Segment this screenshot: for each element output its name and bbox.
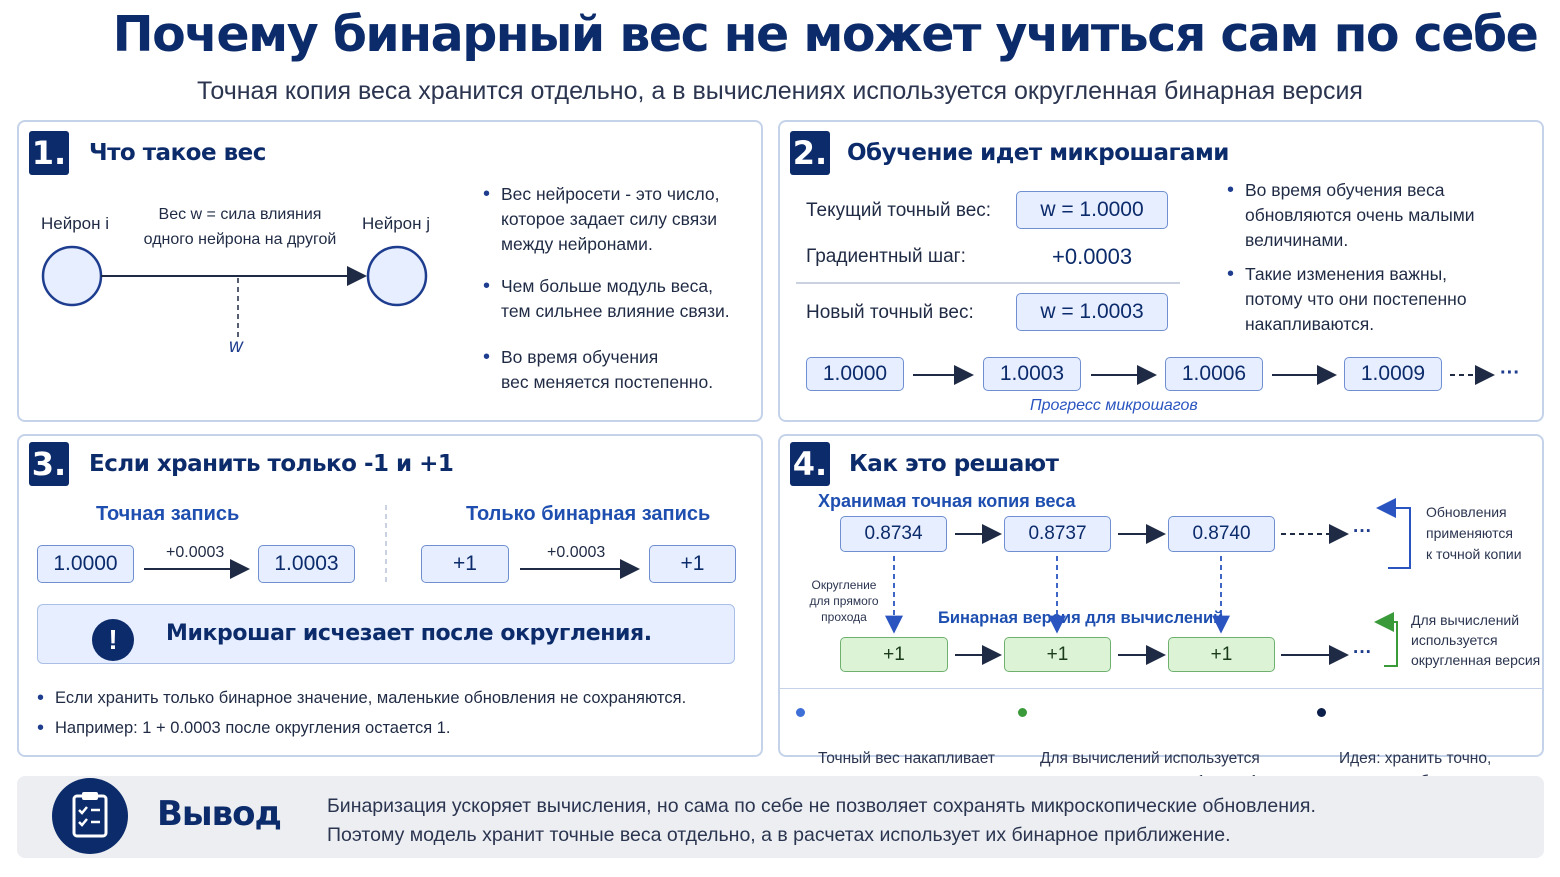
conclusion-title: Вывод bbox=[157, 794, 281, 834]
conclusion-line-2: Поэтому модель хранит точные веса отдельно, а в расчетах использует их бинарное приближение. bbox=[327, 824, 1231, 846]
p1-bullet-1: • Вес нейросети - это число, которое задает силу связи между нейронами. bbox=[483, 182, 720, 257]
new-weight-value: w = 1.0003 bbox=[1016, 293, 1168, 331]
exclamation-icon: ! bbox=[92, 619, 134, 661]
stored-ellipsis: ··· bbox=[1353, 521, 1372, 542]
binary-to-box: +1 bbox=[649, 545, 736, 583]
p2-bullet-2: • Такие изменения важны, потому что они постепенно накапливаются. bbox=[1227, 262, 1467, 337]
binary-step-label: +0.0003 bbox=[547, 544, 606, 561]
legend-text-rounded: Для вычислений используется bbox=[1040, 750, 1260, 767]
rounding-note: Округление для прямого прохода bbox=[809, 578, 879, 624]
side-note-updates: Обновления применяются к точной копии bbox=[1426, 504, 1522, 562]
exact-to-box: 1.0003 bbox=[258, 545, 355, 583]
side-note-compute: Для вычислений используется округленная версия bbox=[1411, 612, 1541, 668]
conclusion-line-1: Бинаризация ускоряет вычисления, но сама по себе не позволяет сохранять микроскопические обновления. bbox=[327, 795, 1316, 817]
binary-from-box: +1 bbox=[421, 545, 509, 583]
p2-bullet-1: • Во время обучения веса обновляются очень малыми величинами. bbox=[1227, 178, 1475, 253]
panel-title-4: Как это решают bbox=[849, 451, 1059, 477]
weight-symbol: w bbox=[229, 336, 243, 357]
exact-from-box: 1.0000 bbox=[37, 545, 134, 583]
p3-bullet-1: • Если хранить только бинарное значение, маленькие обновления не сохраняются. bbox=[37, 686, 686, 711]
binary-value-1: +1 bbox=[840, 637, 948, 672]
binary-value-3: +1 bbox=[1168, 637, 1275, 672]
page-subtitle: Точная копия веса хранится отдельно, а в вычислениях используется округленная бинарная версия bbox=[197, 77, 1363, 105]
binary-record-heading: Только бинарная запись bbox=[466, 503, 711, 525]
edge-label-line1: Вес w = сила влияния bbox=[158, 206, 322, 223]
progress-step-3: 1.0006 bbox=[1165, 357, 1263, 391]
progress-step-4: 1.0009 bbox=[1344, 357, 1442, 391]
stored-value-2: 0.8737 bbox=[1004, 516, 1111, 552]
dark-dot-icon bbox=[1317, 708, 1326, 717]
warning-banner bbox=[37, 604, 735, 664]
p3-bullet-2: • Например: 1 + 0.0003 после округления остается 1. bbox=[37, 716, 451, 741]
edge-label-line2: одного нейрона на другой bbox=[143, 231, 337, 248]
gradient-step-value: +0.0003 bbox=[1052, 244, 1133, 269]
panel-number-2: 2. bbox=[790, 131, 830, 175]
neuron-j-label: Нейрон j bbox=[362, 214, 431, 233]
new-weight-label: Новый точный вес: bbox=[806, 302, 974, 323]
legend-text-idea: Идея: хранить точно, bbox=[1339, 750, 1492, 767]
panel-number-1: 1. bbox=[29, 131, 69, 175]
panel-title-3: Если хранить только -1 и +1 bbox=[89, 451, 454, 477]
p1-bullet-3: • Во время обучения вес меняется постепенно. bbox=[483, 345, 713, 395]
neuron-i-label: Нейрон i bbox=[41, 214, 110, 233]
legend-divider bbox=[780, 688, 1542, 689]
binary-version-label: Бинарная версия для вычислений bbox=[938, 609, 1224, 627]
conclusion-text bbox=[327, 792, 1316, 850]
panel-title-2: Обучение идет микрошагами bbox=[847, 140, 1229, 166]
legend-text-exact: Точный вес накапливает bbox=[818, 750, 995, 767]
binary-value-2: +1 bbox=[1004, 637, 1111, 672]
gradient-step-label: Градиентный шаг: bbox=[806, 246, 966, 267]
clipboard-check-icon bbox=[52, 778, 128, 854]
stored-value-3: 0.8740 bbox=[1168, 516, 1275, 552]
panel-number-3: 3. bbox=[29, 442, 69, 486]
conclusion-bar bbox=[17, 776, 1544, 858]
current-weight-label: Текущий точный вес: bbox=[806, 200, 992, 221]
stored-copy-label: Хранимая точная копия веса bbox=[818, 491, 1076, 511]
page-title: Почему бинарный вес не может учиться сам по себе bbox=[112, 6, 1538, 63]
progress-step-1: 1.0000 bbox=[806, 357, 904, 391]
panel-number-4: 4. bbox=[790, 442, 830, 486]
p1-bullet-2: • Чем больше модуль веса, тем сильнее влияние связи. bbox=[483, 274, 730, 324]
exact-record-heading: Точная запись bbox=[96, 503, 240, 525]
progress-caption: Прогресс микрошагов bbox=[1030, 397, 1198, 414]
blue-dot-icon bbox=[796, 708, 805, 717]
progress-ellipsis: ··· bbox=[1500, 362, 1520, 384]
stored-value-1: 0.8734 bbox=[840, 516, 947, 552]
current-weight-value: w = 1.0000 bbox=[1016, 191, 1168, 229]
progress-step-2: 1.0003 bbox=[983, 357, 1081, 391]
warning-text: Микрошаг исчезает после округления. bbox=[166, 621, 652, 646]
green-dot-icon bbox=[1018, 708, 1027, 717]
exact-step-label: +0.0003 bbox=[166, 544, 225, 561]
binary-ellipsis: ··· bbox=[1353, 642, 1372, 663]
panel-title-1: Что такое вес bbox=[89, 140, 266, 166]
